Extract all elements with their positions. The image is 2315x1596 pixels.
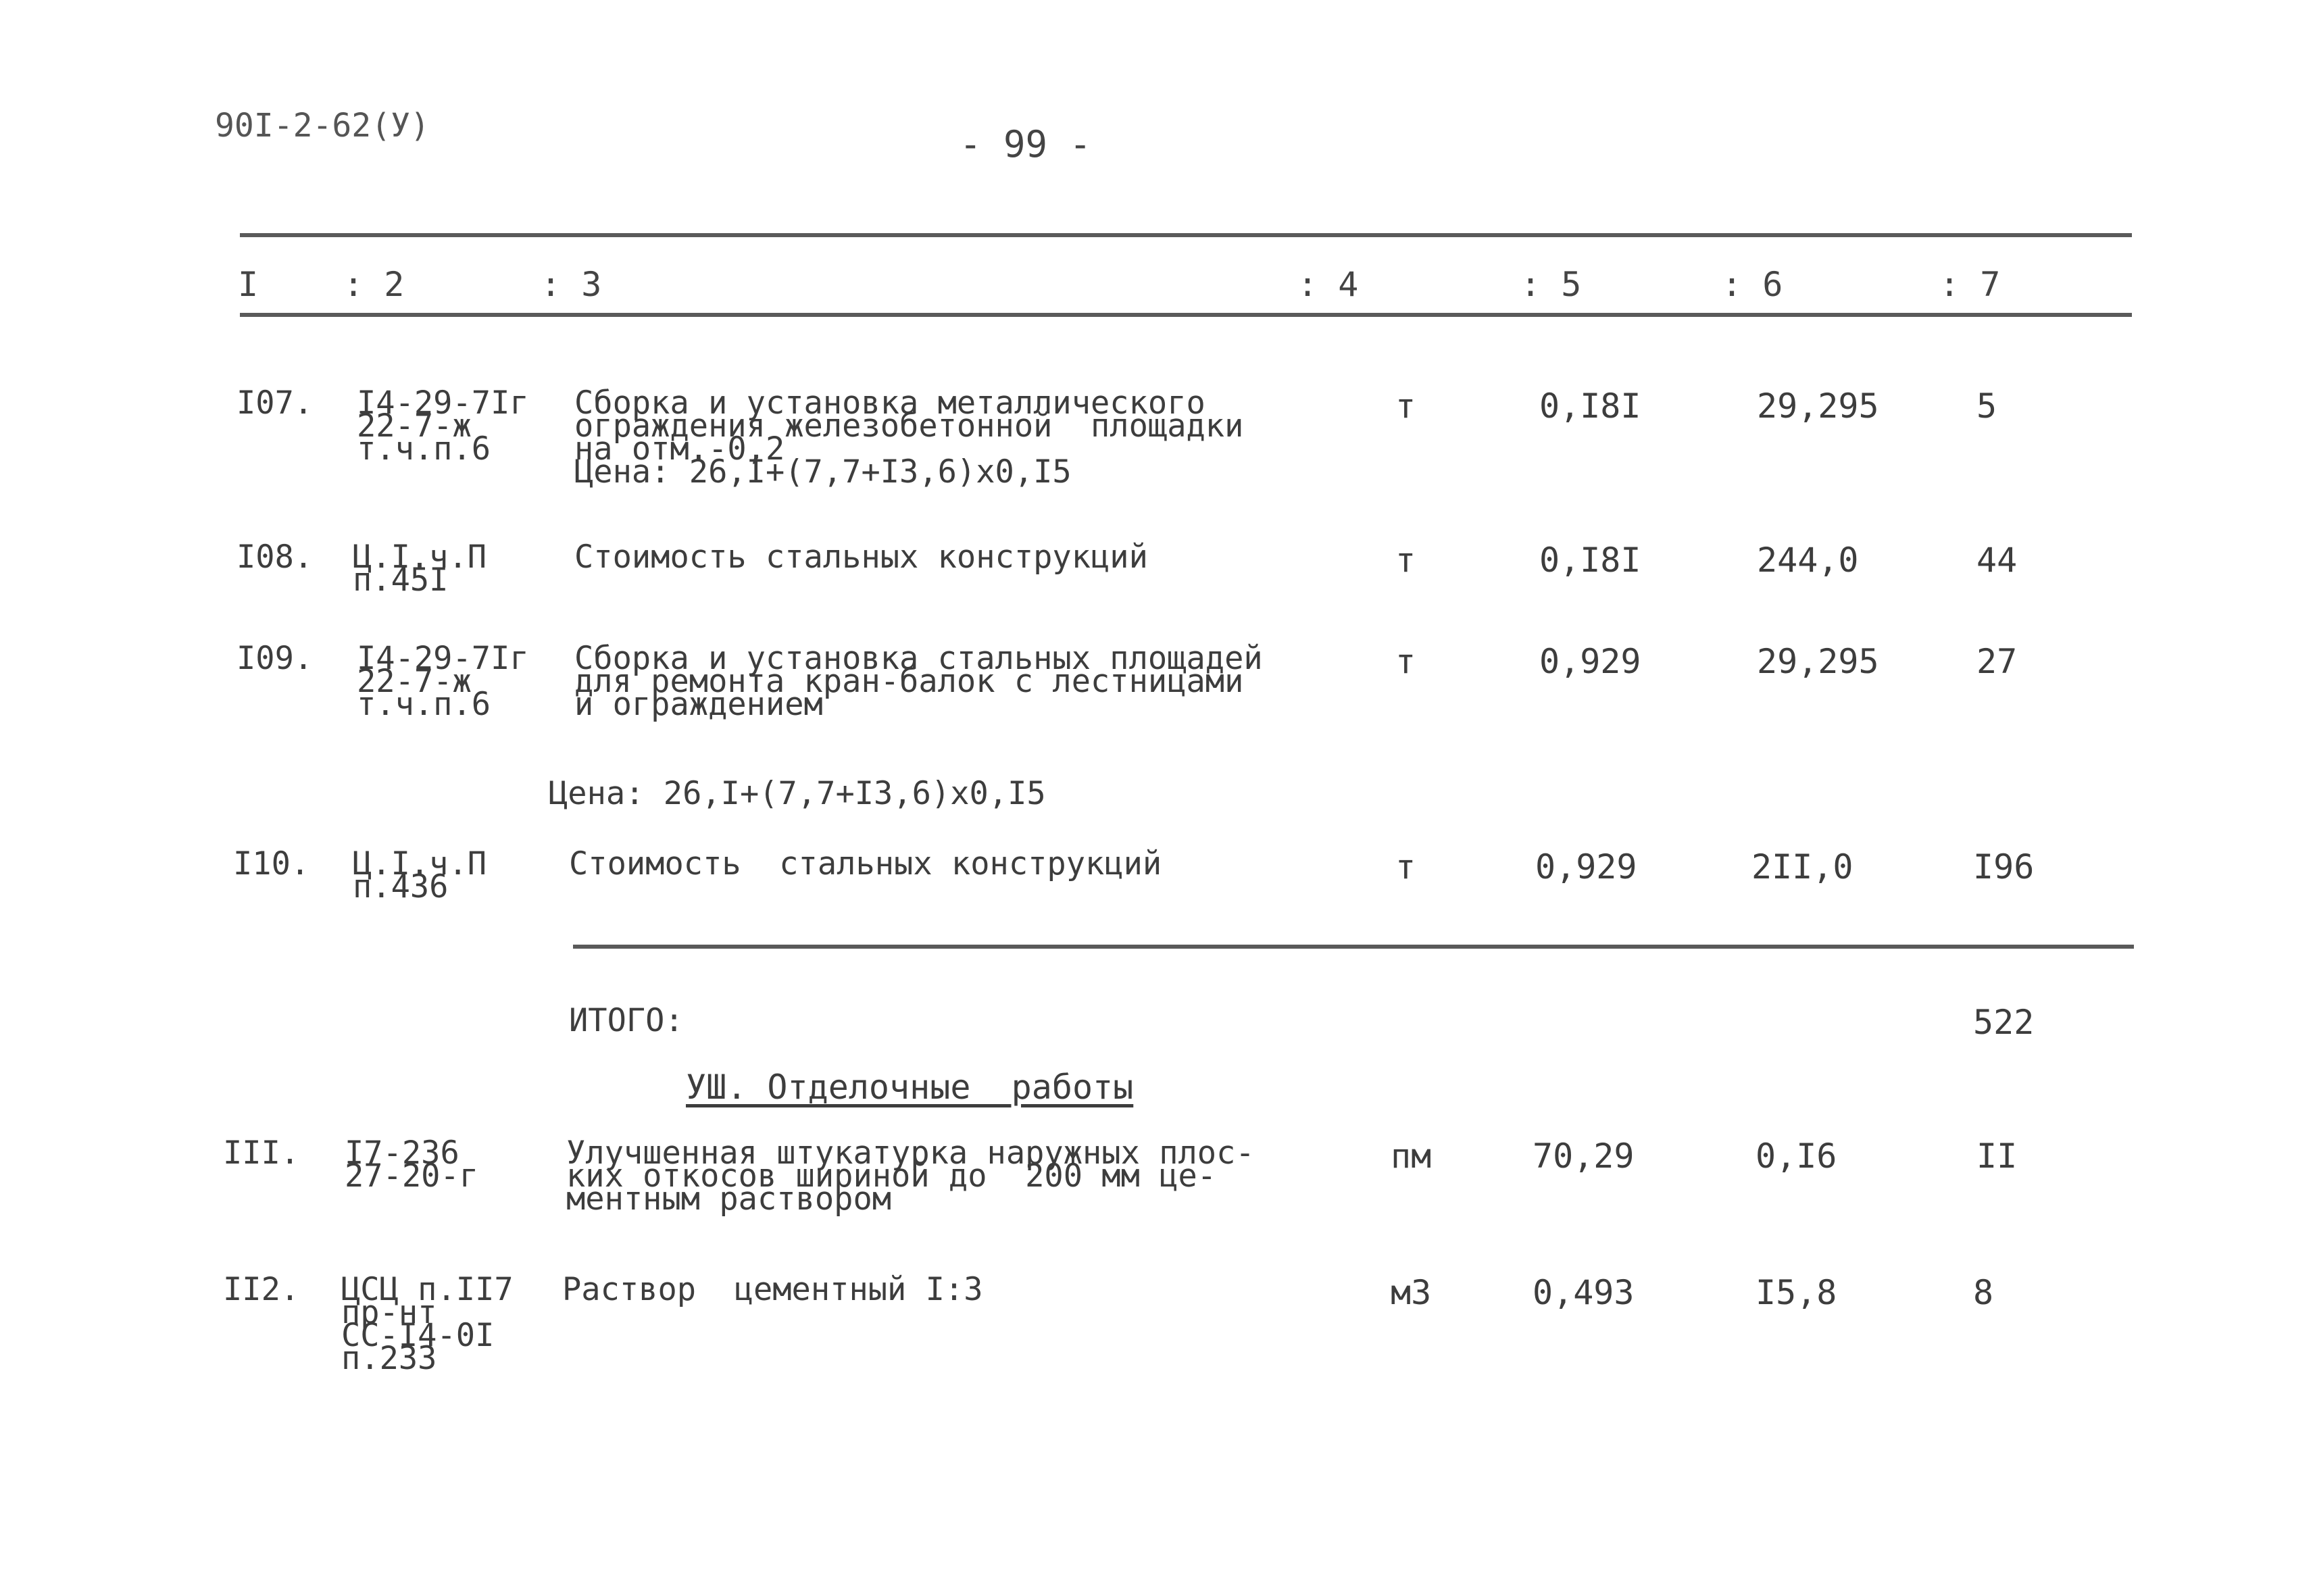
row-price: 0,I6 [1756, 1137, 1837, 1176]
column-header-2: : 2 [343, 265, 405, 304]
column-header-3: : 3 [541, 265, 602, 304]
row-code: Ц.I.ч.П п.436 [353, 845, 487, 905]
column-header-7: : 7 [1939, 265, 2001, 304]
row-unit: т [1395, 847, 1416, 887]
row-unit: т [1395, 541, 1416, 580]
row-price: 244,0 [1757, 541, 1859, 580]
document-code: 90I-2-62(У) [215, 107, 430, 145]
row-quantity: 70,29 [1533, 1137, 1635, 1176]
row-price: 2II,0 [1751, 847, 1853, 887]
row-price: 29,295 [1757, 642, 1879, 681]
row-number: II2. [223, 1271, 300, 1308]
row-quantity: 0,493 [1533, 1273, 1635, 1312]
row-number: III. [223, 1134, 300, 1172]
row-description: Раствор цементный I:3 [562, 1271, 983, 1308]
row-description: Стоимость стальных конструкций [569, 845, 1162, 882]
row-price: 29,295 [1757, 386, 1879, 426]
page-number: - 99 - [960, 123, 1092, 166]
row-description: Стоимость стальных конструкций [574, 539, 1148, 576]
column-header-5: : 5 [1520, 265, 1582, 304]
row-code: Ц.I.ч.П п.45I [353, 539, 487, 599]
row-total: II [1976, 1137, 2018, 1176]
row-unit: т [1395, 642, 1416, 681]
row-description: Улучшенная штукатурка наружных плос- ких откосов шириной до 200 мм це- ментным раствором [566, 1134, 1255, 1218]
itogo-total: 522 [1973, 1003, 2035, 1042]
row-code: I4-29-7Iг 22-7-ж т.ч.п.6 [357, 640, 529, 723]
row-unit: пм [1391, 1137, 1432, 1176]
itogo-label: ИТОГО: [569, 1002, 684, 1039]
row-number: I08. [237, 539, 314, 576]
row-quantity: 0,929 [1539, 642, 1641, 681]
subtotal-rule [573, 945, 2134, 949]
column-header-6: : 6 [1722, 265, 1783, 304]
price-note: Цена: 26,I+(7,7+I3,6)x0,I5 [549, 775, 1046, 812]
row-description: Сборка и установка стальных площадей для ремонта кран-балок с лестницами и ограждением [574, 640, 1263, 723]
row-quantity: 0,I8I [1539, 386, 1641, 426]
row-code: I4-29-7Iг 22-7-ж т.ч.п.6 [357, 384, 529, 468]
row-price: I5,8 [1756, 1273, 1837, 1312]
row-total: 27 [1976, 642, 2018, 681]
header-bottom-rule [240, 313, 2132, 317]
table-top-rule [240, 233, 2132, 237]
column-header-4: : 4 [1297, 265, 1359, 304]
row-code: ЦСЦ п.II7 пр-нт СС-I4-0I п.233 [341, 1271, 514, 1377]
row-total: 44 [1976, 541, 2018, 580]
row-number: I10. [233, 845, 310, 882]
row-total: I96 [1973, 847, 2035, 887]
row-number: I09. [237, 640, 314, 677]
row-quantity: 0,I8I [1539, 541, 1641, 580]
row-description: Сборка и установка металлического ограждения железобетонной площадки на отм.-0,2 Цена: 26,I+(7,7+I3,6)x0,I5 [574, 384, 1244, 491]
row-code: I7-236 27-20-г [345, 1134, 479, 1195]
row-unit: т [1395, 386, 1416, 426]
row-total: 8 [1973, 1273, 1994, 1312]
row-quantity: 0,929 [1535, 847, 1637, 887]
section-title: УШ. Отделочные работы [686, 1068, 1134, 1107]
column-header-1: I [238, 265, 259, 304]
row-total: 5 [1976, 386, 1997, 426]
row-unit: м3 [1391, 1273, 1432, 1312]
row-number: I07. [237, 384, 314, 422]
